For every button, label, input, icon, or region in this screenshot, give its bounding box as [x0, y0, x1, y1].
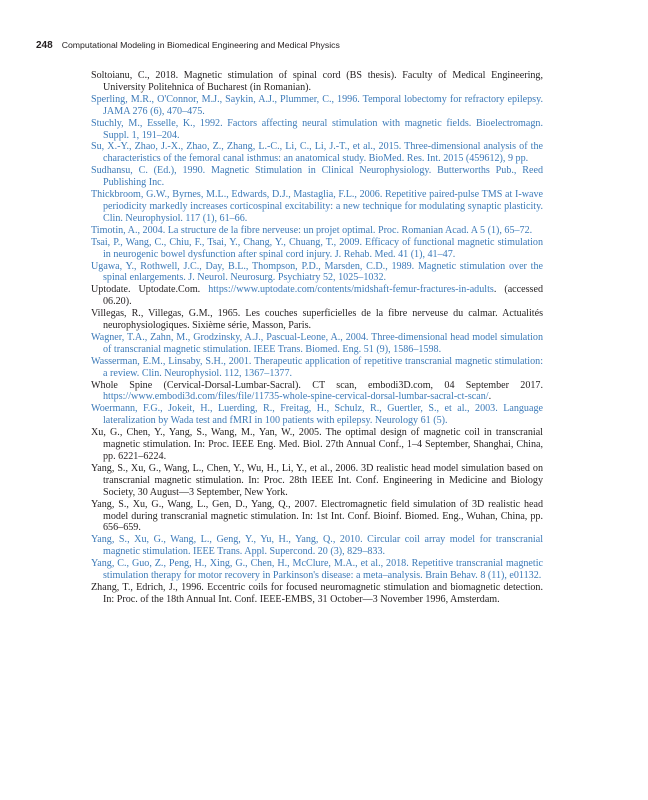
- reference-item: [91, 463, 543, 499]
- reference-item[interactable]: [91, 403, 543, 427]
- reference-text: Ugawa, Y., Rothwell, J.C., Day, B.L., Thompson, P.D., Marsden, C.D., 1989. Magnetic stimulation over the spinal enlargements. J. Neurol. Neurosurg. Psychiatry 52, 1025–1032.: [91, 260, 543, 284]
- reference-item[interactable]: [91, 118, 543, 142]
- reference-text: Su, X.-Y., Zhao, J.-X., Zhao, Z., Zhang, L.-C., Li, C., Li, J.-T., et al., 2015. Three-dimensional analysis of the characteristics of the femoral canal isthmus: an anatomical study. BioMed. Res. Int. 2015 (459612), 9 pp.: [91, 141, 543, 165]
- reference-text: Tsai, P., Wang, C., Chiu, F., Tsai, Y., Chang, Y., Chuang, T., 2009. Efficacy of functional magnetic stimulation in neurogenic bowel dysfunction after spinal cord injury. J. Rehab. Med. 41 (1), 41–47.: [91, 236, 543, 260]
- reference-item: [91, 499, 543, 535]
- reference-item[interactable]: [91, 261, 543, 285]
- reference-text: Xu, G., Chen, Y., Yang, S., Wang, M., Yan, W., 2005. The optimal design of magnetic coil in transcranial magnetic stimulation. In: Proc. IEEE Eng. Med. Biol. 27th Annual Conf., 1–4 September, Shanghai, China, pp. 6221–6224.: [91, 427, 543, 462]
- page-number: 248: [36, 40, 53, 51]
- reference-text: Whole Spine (Cervical-Dorsal-Lumbar-Sacral). CT scan, embodi3D.com, 04 September 2017.: [91, 379, 543, 391]
- running-title: Computational Modeling in Biomedical Engineering and Medical Physics: [61, 40, 340, 50]
- reference-text: Yang, C., Guo, Z., Peng, H., Xing, G., Chen, H., McClure, M.A., et al., 2018. Repetitive transcranial magnetic stimulation therapy for motor recovery in Parkinson's disease: a meta–analysis. Brain Behav. 8 (11), e01132.: [91, 558, 543, 582]
- reference-item[interactable]: [91, 141, 543, 165]
- reference-item[interactable]: [91, 189, 543, 225]
- reference-list: [91, 70, 543, 606]
- reference-item: [91, 70, 543, 94]
- reference-text: Woermann, F.G., Jokeit, H., Luerding, R., Freitag, H., Schulz, R., Guertler, S., et al., 2003. Language lateralization by Wada test and fMRI in 100 patients with epilepsy. Neurology 61 (5).: [91, 403, 543, 427]
- reference-text: Yang, S., Xu, G., Wang, L., Chen, Y., Wu, H., Li, Y., et al., 2006. 3D realistic head model simulation based on transcranial magnetic stimulation. In: Proc. 28th IEEE Int. Conf. Engineering in Medicine and Biology Society, 30 August—3 September, New York.: [91, 462, 543, 498]
- reference-text: Soltoianu, C., 2018. Magnetic stimulation of spinal cord (BS thesis). Faculty of Medical Engineering, University Politehnica of Bucharest (in Romanian).: [91, 70, 543, 93]
- reference-item: [91, 308, 543, 332]
- reference-text: Yang, S., Xu, G., Wang, L., Geng, Y., Yu, H., Yang, Q., 2010. Circular coil array model for transcranial magnetic stimulation. IEEE Trans. Appl. Supercond. 20 (3), 829–833.: [91, 534, 543, 558]
- reference-text: Sudhansu, C. (Ed.), 1990. Magnetic Stimulation in Clinical Neurophysiology. Butterworths Pub., Reed Publishing Inc.: [91, 165, 543, 189]
- reference-item[interactable]: [91, 356, 543, 380]
- reference-item[interactable]: [91, 332, 543, 356]
- reference-text: Yang, S., Xu, G., Wang, L., Gen, D., Yang, Q., 2007. Electromagnetic field simulation of 3D realistic head model during transcranial magnetic stimulation. In: 1st Int. Conf. Bioinf. Biomed. Eng., Wuhan, China, pp. 656–659.: [91, 498, 543, 534]
- reference-text: Villegas, R., Villegas, G.M., 1965. Les couches superficielles de la fibre nerveuse du calmar. Actualités neurophysiologiques. Sixième série, Masson, Paris.: [91, 308, 543, 332]
- reference-item[interactable]: [91, 558, 543, 582]
- reference-text: Sperling, M.R., O'Connor, M.J., Saykin, A.J., Plummer, C., 1996. Temporal lobectomy for refractory epilepsy. JAMA 276 (6), 470–475.: [91, 93, 543, 117]
- reference-text: Zhang, T., Edrich, J., 1996. Eccentric coils for focused neuromagnetic stimulation and biomagnetic detection. In: Proc. of the 18th Annual Int. Conf. IEEE-EMBS, 31 October—3 November 1996, Amsterdam.: [91, 581, 543, 605]
- reference-item: [91, 284, 543, 308]
- reference-text: Wagner, T.A., Zahn, M., Grodzinsky, A.J., Pascual-Leone, A., 2004. Three-dimensional head model simulation of transcranial magnetic stimulation. IEEE Trans. Biomed. Eng. 51 (9), 1586–1598.: [91, 331, 543, 355]
- reference-text: Thickbroom, G.W., Byrnes, M.L., Edwards, D.J., Mastaglia, F.L., 2006. Repetitive paired-pulse TMS at I-wave periodicity markedly increases corticospinal excitability: a new technique for modulating synaptic plasticity. Clin. Neurophysiol. 117 (1), 61–66.: [91, 189, 543, 224]
- reference-text-tail: .: [488, 391, 492, 403]
- reference-item: [91, 427, 543, 463]
- reference-text: Timotin, A., 2004. La structure de la fibre nerveuse: un projet optimal. Proc. Romanian Acad. A 5 (1), 65–72.: [91, 224, 533, 236]
- reference-item[interactable]: [91, 94, 543, 118]
- running-head: [36, 40, 576, 51]
- reference-item[interactable]: [91, 237, 543, 261]
- reference-item[interactable]: [91, 165, 543, 189]
- reference-url-link[interactable]: https://www.uptodate.com/contents/midshaft-femur-fractures-in-adults: [208, 284, 494, 296]
- reference-text: Wasserman, E.M., Linsaby, S.H., 2001. Therapeutic application of repetitive transcranial magnetic stimulation: a review. Clin. Neurophysiol. 112, 1367–1377.: [91, 355, 543, 379]
- reference-item[interactable]: [91, 534, 543, 558]
- reference-item: [91, 582, 543, 606]
- reference-url-link[interactable]: https://www.embodi3d.com/files/file/11735-whole-spine-cervical-dorsal-lumbar-sacral-ct-scan/: [103, 391, 489, 403]
- reference-item: [91, 380, 543, 404]
- reference-text-tail: . (accessed 06.20).: [103, 284, 543, 308]
- reference-text: Uptodate. Uptodate.Com.: [91, 284, 209, 296]
- reference-item[interactable]: [91, 225, 543, 237]
- reference-text: Stuchly, M., Esselle, K., 1992. Factors affecting neural stimulation with magnetic fields. Bioelectromagn. Suppl. 1, 191–204.: [91, 117, 543, 141]
